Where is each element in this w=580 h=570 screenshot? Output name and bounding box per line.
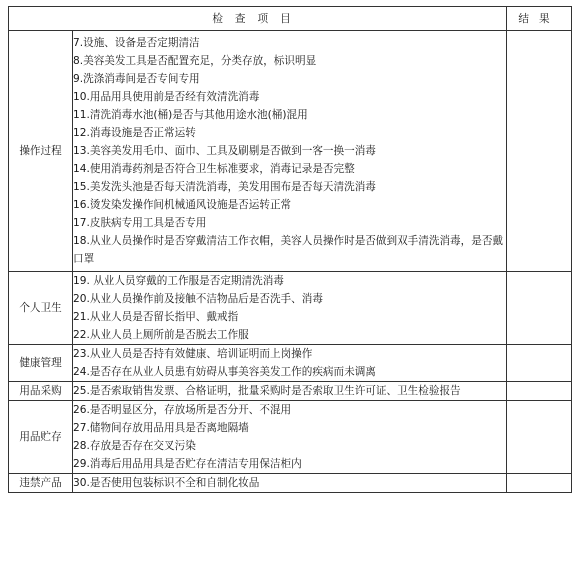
category-label: 个人卫生 [9, 272, 73, 345]
header-items: 检查项目 [9, 7, 507, 31]
item-list [73, 401, 507, 474]
section-procurement [9, 382, 572, 401]
category-label: 用品贮存 [9, 401, 73, 474]
list-item: 27.储物间存放用品用具是否离地隔墙 [73, 422, 249, 434]
table-header-row [9, 7, 572, 31]
list-item: 25.是否索取销售发票、合格证明，批量采购时是否索取卫生许可证、卫生检验报告 [73, 385, 461, 397]
inspection-sheet [8, 6, 571, 564]
section-storage [9, 401, 572, 474]
item-list [73, 474, 507, 493]
header-result: 结果 [507, 7, 572, 31]
category-label: 用品采购 [9, 382, 73, 401]
section-health-management [9, 345, 572, 382]
list-item: 22.从业人员上厕所前是否脱去工作服 [73, 329, 249, 341]
list-item: 29.消毒后用品用具是否贮存在清洁专用保洁柜内 [73, 458, 302, 470]
list-item: 15.美发洗头池是否每天清洗消毒，美发用围布是否每天清洗消毒 [73, 181, 376, 193]
list-item: 12.消毒设施是否正常运转 [73, 127, 196, 139]
list-item: 13.美容美发用毛巾、面巾、工具及刷剔是否做到一客一换一消毒 [73, 145, 376, 157]
list-item: 7.设施、设备是否定期清洁 [73, 37, 200, 49]
result-cell[interactable] [507, 345, 572, 382]
list-item: 9.洗涤消毒间是否专间专用 [73, 73, 200, 85]
item-list [73, 345, 507, 382]
item-list [73, 31, 507, 272]
item-list [73, 382, 507, 401]
section-personal-hygiene [9, 272, 572, 345]
category-label: 健康管理 [9, 345, 73, 382]
category-label: 违禁产品 [9, 474, 73, 493]
list-item: 21.从业人员是否留长指甲、戴戒指 [73, 311, 239, 323]
list-item: 23.从业人员是否持有效健康、培训证明而上岗操作 [73, 348, 313, 360]
category-label: 操作过程 [9, 31, 73, 272]
list-item: 26.是否明显区分，存放场所是否分开、不混用 [73, 404, 292, 416]
result-cell[interactable] [507, 382, 572, 401]
list-item: 11.清洗消毒水池(桶)是否与其他用途水池(桶)混用 [73, 109, 308, 121]
list-item: 24.是否存在从业人员患有妨碍从事美容美发工作的疾病而未调离 [73, 366, 376, 378]
list-item: 19. 从业人员穿戴的工作服是否定期清洗消毒 [73, 275, 284, 287]
list-item: 30.是否使用包装标识不全和自制化妆品 [73, 477, 260, 489]
list-item: 14.使用消毒药剂是否符合卫生标准要求，消毒记录是否完整 [73, 163, 355, 175]
inspection-table [8, 6, 572, 493]
result-cell[interactable] [507, 31, 572, 272]
item-list [73, 272, 507, 345]
result-cell[interactable] [507, 401, 572, 474]
list-item: 20.从业人员操作前及接触不洁物品后是否洗手、消毒 [73, 293, 323, 305]
list-item: 16.烫发染发操作间机械通风设施是否运转正常 [73, 199, 292, 211]
section-prohibited-products [9, 474, 572, 493]
result-cell[interactable] [507, 474, 572, 493]
list-item: 8.美容美发工具是否配置充足，分类存放，标识明显 [73, 55, 317, 67]
list-item: 28.存放是否存在交叉污染 [73, 440, 196, 452]
list-item: 17.皮肤病专用工具是否专用 [73, 217, 207, 229]
list-item: 10.用品用具使用前是否经有效清洗消毒 [73, 91, 260, 103]
list-item: 18.从业人员操作时是否穿戴清洁工作衣帽，美容人员操作时是否做到双手清洗消毒，是否戴口罩 [73, 235, 504, 265]
section-operation [9, 31, 572, 272]
result-cell[interactable] [507, 272, 572, 345]
